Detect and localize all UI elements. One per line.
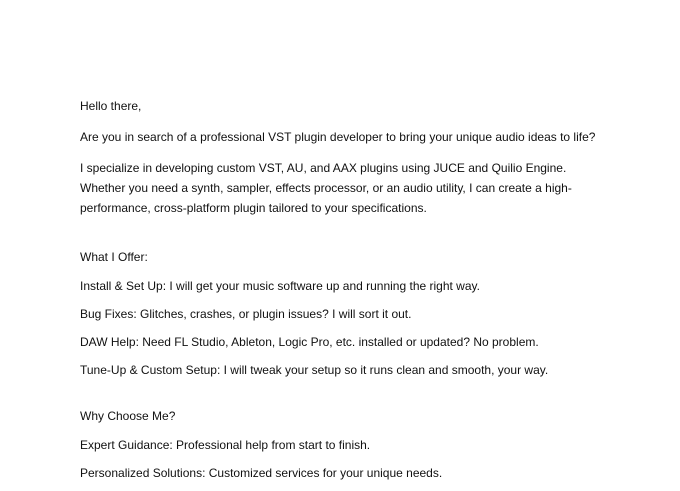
reason-item-personalized: Personalized Solutions: Customized services for your unique needs. [80, 466, 443, 480]
offer-item-bug-fixes: Bug Fixes: Glitches, crashes, or plugin issues? I will sort it out. [80, 307, 412, 321]
why-heading: Why Choose Me? [80, 409, 176, 423]
document-body [80, 96, 600, 491]
section-spacer [80, 388, 600, 406]
section-spacer [80, 229, 600, 247]
offer-item-install: Install & Set Up: I will get your music software up and running the right way. [80, 279, 480, 293]
intro-paragraph: Are you in search of a professional VST plugin developer to bring your unique audio ideas to life? [80, 130, 596, 144]
specialization-paragraph: I specialize in developing custom VST, AU, and AAX plugins using JUCE and Quilio Engine. Whether you need a synth, sampler, effects processor, or an audio utility, I can create a high-performance, cross-platform plugin tailored to your specifications. [80, 161, 572, 215]
offer-item-daw-help: DAW Help: Need FL Studio, Ableton, Logic Pro, etc. installed or updated? No problem. [80, 335, 539, 349]
reason-item-expert: Expert Guidance: Professional help from start to finish. [80, 438, 371, 452]
offer-heading: What I Offer: [80, 250, 148, 264]
offer-item-tune-up: Tune-Up & Custom Setup: I will tweak your setup so it runs clean and smooth, your way. [80, 363, 549, 377]
greeting-text: Hello there, [80, 99, 142, 113]
